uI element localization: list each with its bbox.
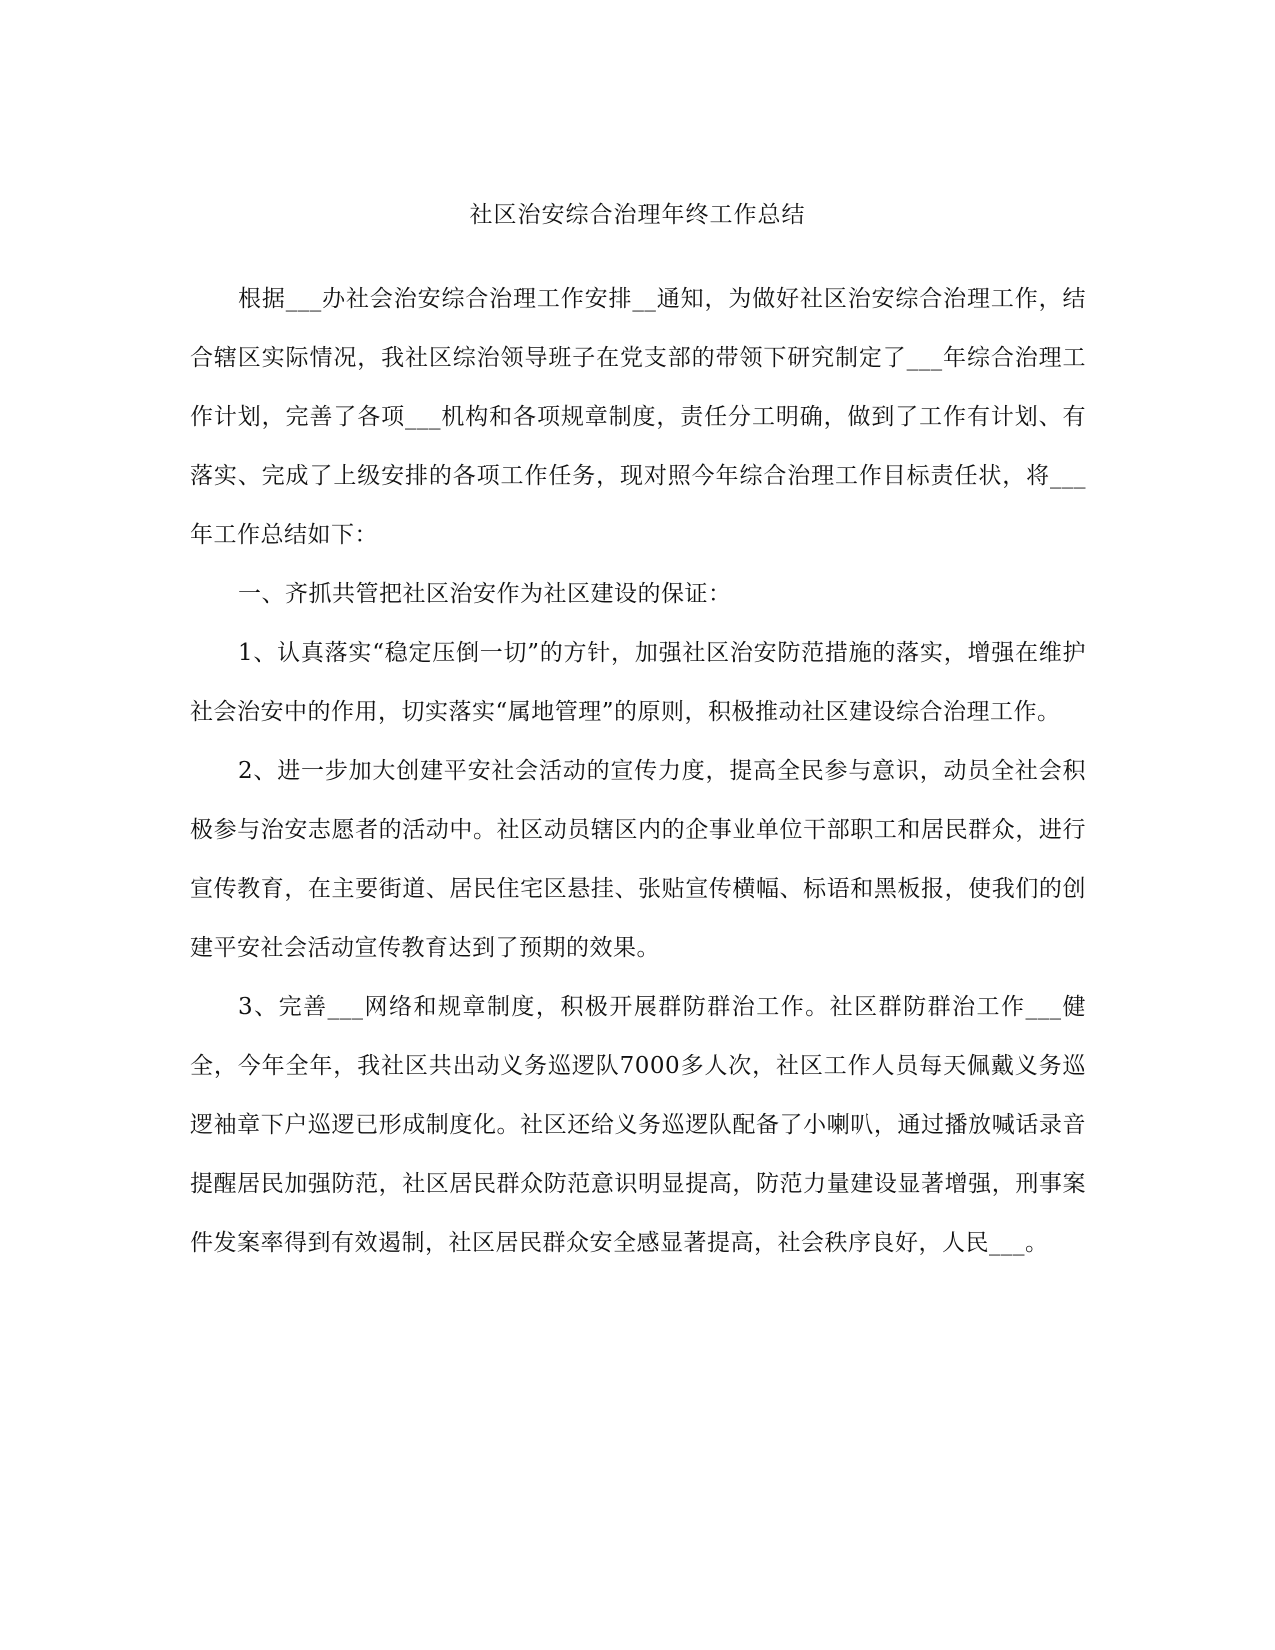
document-body [190,270,1086,1273]
paragraph-item-2: 2、进一步加大创建平安社会活动的宣传力度，提高全民参与意识，动员全社会积极参与治安志愿者的活动中。社区动员辖区内的企事业单位干部职工和居民群众，进行宣传教育，在主要街道、居民住宅区悬挂、张贴宣传横幅、标语和黑板报，使我们的创建平安社会活动宣传教育达到了预期的效果。 [190,758,1086,961]
section-heading-1: 一、齐抓共管把社区治安作为社区建设的保证： [238,581,732,607]
paragraph-item-1: 1、认真落实“稳定压倒一切”的方针，加强社区治安防范措施的落实，增强在维护社会治安中的作用，切实落实“属地管理”的原则，积极推动社区建设综合治理工作。 [190,640,1086,725]
paragraph-intro: 根据___办社会治安综合治理工作安排__通知，为做好社区治安综合治理工作，结合辖区实际情况，我社区综治领导班子在党支部的带领下研究制定了___年综合治理工作计划，完善了各项___机构和各项规章制度，责任分工明确，做到了工作有计划、有落实、完成了上级安排的各项工作任务，现对照今年综合治理工作目标责任状，将___年工作总结如下： [190,286,1086,548]
paragraph-item-3: 3、完善___网络和规章制度，积极开展群防群治工作。社区群防群治工作___健全，今年全年，我社区共出动义务巡逻队7000多人次，社区工作人员每天佩戴义务巡逻袖章下户巡逻已形成制度化。社区还给义务巡逻队配备了小喇叭，通过播放喊话录音提醒居民加强防范，社区居民群众防范意识明显提高，防范力量建设显著增强，刑事案件发案率得到有效遏制，社区居民群众安全感显著提高，社会秩序良好，人民___。 [190,994,1086,1256]
document-title: 社区治安综合治理年终工作总结 [469,202,806,228]
